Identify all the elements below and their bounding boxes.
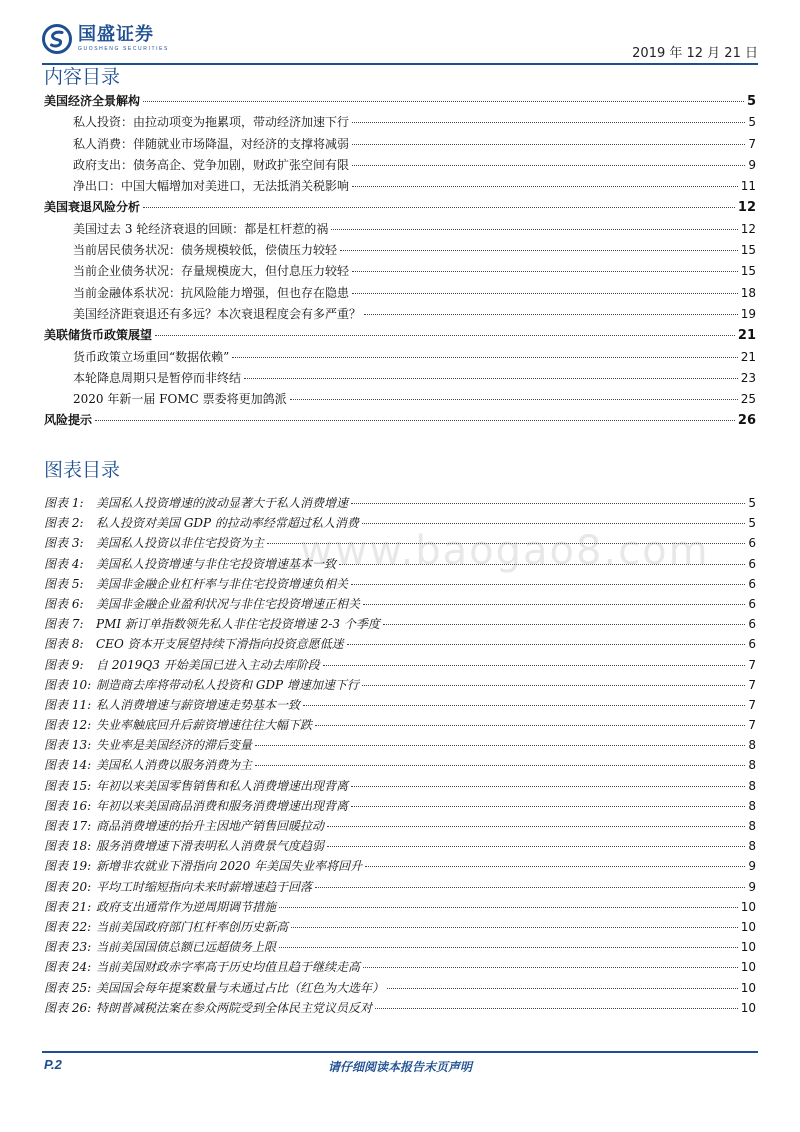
figure-page-number: 8 bbox=[748, 798, 756, 813]
figures-title: 图表目录 bbox=[44, 459, 121, 481]
dot-leader bbox=[279, 947, 738, 948]
toc-subsection-link[interactable] bbox=[44, 348, 756, 369]
toc-subsection-link[interactable] bbox=[44, 135, 756, 156]
figure-caption: 美国私人消费以服务消费为主 bbox=[96, 758, 253, 773]
toc-section-link[interactable] bbox=[44, 411, 756, 432]
figure-label: 图表 8: bbox=[44, 637, 84, 652]
dot-leader bbox=[331, 229, 737, 230]
figure-page-number: 7 bbox=[748, 657, 756, 672]
header-divider bbox=[42, 63, 758, 65]
figure-caption: 美国私人投资增速与非住宅投资增速基本一致 bbox=[96, 556, 337, 571]
toc-section-link[interactable] bbox=[44, 92, 756, 113]
dot-leader bbox=[352, 122, 745, 123]
toc-page-number: 12 bbox=[740, 221, 756, 236]
dot-leader bbox=[303, 705, 745, 706]
figure-page-number: 9 bbox=[748, 859, 756, 874]
toc-page-number: 5 bbox=[748, 115, 756, 130]
dot-leader bbox=[352, 293, 738, 294]
dot-leader bbox=[351, 584, 745, 585]
toc-entry-text: 政府支出：债务高企、党争加剧，财政扩张空间有限 bbox=[73, 157, 350, 172]
figure-caption: 美国国会每年提案数量与未通过占比（红色为大选年） bbox=[96, 980, 385, 995]
toc-page-number: 12 bbox=[737, 200, 756, 216]
figure-list-link[interactable] bbox=[44, 898, 756, 918]
figure-list-link[interactable] bbox=[44, 696, 756, 716]
figure-list-link[interactable] bbox=[44, 878, 756, 898]
dot-leader bbox=[352, 271, 738, 272]
figure-page-number: 10 bbox=[740, 940, 756, 955]
toc-page-number: 25 bbox=[740, 392, 756, 407]
figure-page-number: 9 bbox=[748, 879, 756, 894]
toc-subsection-link[interactable] bbox=[44, 113, 756, 134]
dot-leader bbox=[315, 887, 745, 888]
dot-leader bbox=[290, 399, 738, 400]
figure-page-number: 10 bbox=[740, 919, 756, 934]
figure-caption: 当前美国财政赤字率高于历史均值且趋于继续走高 bbox=[96, 960, 361, 975]
dot-leader bbox=[351, 806, 745, 807]
toc-entry-text: 私人投资：由拉动项变为拖累项，带动经济加速下行 bbox=[73, 115, 350, 130]
toc-subsection-link[interactable] bbox=[44, 305, 756, 326]
dot-leader bbox=[387, 988, 738, 989]
figure-list-link[interactable] bbox=[44, 756, 756, 776]
dot-leader bbox=[291, 927, 738, 928]
figure-label: 图表 25: bbox=[44, 980, 92, 995]
toc-entry-text: 当前金融体系状况：抗风险能力增强，但也存在隐患 bbox=[73, 285, 350, 300]
contents-title: 内容目录 bbox=[44, 66, 121, 88]
figure-list-link[interactable] bbox=[44, 777, 756, 797]
figure-caption: 特朗普减税法案在参众两院受到全体民主党议员反对 bbox=[96, 1000, 373, 1015]
figure-caption: 平均工时缩短指向未来时薪增速趋于回落 bbox=[96, 879, 313, 894]
figure-page-number: 6 bbox=[748, 576, 756, 591]
dot-leader bbox=[375, 1008, 738, 1009]
figure-label: 图表 1: bbox=[44, 496, 84, 510]
toc-subsection-link[interactable] bbox=[44, 369, 756, 390]
figure-label: 图表 21: bbox=[44, 899, 92, 914]
footer-disclaimer: 请仔细阅读本报告末页声明 bbox=[327, 1060, 472, 1074]
figure-list-link[interactable] bbox=[44, 979, 756, 999]
figure-label: 图表 24: bbox=[44, 960, 92, 975]
figure-page-number: 5 bbox=[748, 516, 756, 531]
figure-page-number: 8 bbox=[748, 839, 756, 854]
figure-page-number: 7 bbox=[748, 677, 756, 692]
figure-caption: 政府支出通常作为逆周期调节措施 bbox=[96, 899, 277, 914]
figure-label: 图表 13: bbox=[44, 738, 92, 753]
dot-leader bbox=[315, 725, 745, 726]
figure-list-link[interactable] bbox=[44, 999, 756, 1019]
figure-list-link[interactable] bbox=[44, 837, 756, 857]
figure-caption: CEO 资本开支展望持续下滑指向投资意愿低迷 bbox=[96, 637, 344, 652]
company-logo bbox=[42, 24, 169, 54]
figure-list-link[interactable] bbox=[44, 615, 756, 635]
figure-page-number: 7 bbox=[748, 697, 756, 712]
figure-page-number: 8 bbox=[748, 738, 756, 753]
figure-list-link[interactable] bbox=[44, 938, 756, 958]
figure-caption: 私人投资对美国 GDP 的拉动率经常超过私人消费 bbox=[96, 516, 359, 531]
figure-label: 图表 18: bbox=[44, 839, 92, 854]
dot-leader bbox=[363, 967, 738, 968]
dot-leader bbox=[362, 685, 745, 686]
dot-leader bbox=[362, 523, 745, 524]
figure-label: 图表 22: bbox=[44, 919, 92, 934]
toc-subsection-link[interactable] bbox=[44, 220, 756, 241]
dot-leader bbox=[143, 101, 744, 102]
toc-page-number: 5 bbox=[746, 94, 756, 109]
logo-chinese-name: 国盛证券 bbox=[78, 24, 154, 45]
dot-leader bbox=[351, 786, 745, 787]
figure-list-link[interactable] bbox=[44, 494, 756, 514]
toc-subsection-link[interactable] bbox=[44, 262, 756, 283]
figure-page-number: 10 bbox=[740, 960, 756, 975]
figure-caption: 美国私人投资以非住宅投资为主 bbox=[96, 536, 265, 551]
figure-label: 图表 2: bbox=[44, 516, 84, 531]
figure-list-link[interactable] bbox=[44, 716, 756, 736]
dot-leader bbox=[279, 907, 738, 908]
page-number: P.2 bbox=[44, 1057, 62, 1072]
figure-page-number: 10 bbox=[740, 899, 756, 914]
figure-label: 图表 19: bbox=[44, 859, 92, 874]
figure-list-link[interactable] bbox=[44, 736, 756, 756]
figure-page-number: 7 bbox=[748, 718, 756, 733]
figure-page-number: 10 bbox=[740, 1000, 756, 1015]
toc-page-number: 15 bbox=[740, 264, 756, 279]
figure-caption: 年初以来美国零售销售和私人消费增速出现背离 bbox=[96, 778, 349, 793]
figure-label: 图表 3: bbox=[44, 536, 84, 551]
toc-page-number: 11 bbox=[740, 179, 756, 194]
dot-leader bbox=[352, 144, 745, 145]
toc-page-number: 19 bbox=[740, 306, 756, 321]
toc-entry-text: 2020 年新一届 FOMC 票委将更加鸽派 bbox=[73, 392, 287, 407]
toc-page-number: 21 bbox=[737, 328, 756, 344]
toc-page-number: 23 bbox=[740, 370, 756, 385]
figure-label: 图表 5: bbox=[44, 576, 84, 591]
figure-list-link[interactable] bbox=[44, 797, 756, 817]
dot-leader bbox=[363, 604, 745, 605]
figure-label: 图表 6: bbox=[44, 596, 84, 611]
figure-page-number: 8 bbox=[748, 778, 756, 793]
toc-entry-text: 当前企业债务状况：存量规模庞大，但付息压力较轻 bbox=[73, 264, 350, 279]
guosheng-logo-icon bbox=[42, 24, 72, 54]
dot-leader bbox=[347, 644, 746, 645]
dot-leader bbox=[155, 335, 735, 336]
figure-list-link[interactable] bbox=[44, 918, 756, 938]
figure-label: 图表 16: bbox=[44, 798, 92, 813]
toc-entry-text: 美联储货币政策展望 bbox=[44, 328, 153, 343]
figure-caption: 服务消费增速下滑表明私人消费景气度趋弱 bbox=[96, 839, 325, 854]
figure-label: 图表 20: bbox=[44, 879, 92, 894]
toc-entry-text: 美国衰退风险分析 bbox=[44, 200, 141, 215]
figure-caption: 私人消费增速与薪资增速走势基本一致 bbox=[96, 697, 301, 712]
table-of-contents bbox=[44, 92, 756, 433]
figure-page-number: 6 bbox=[748, 536, 756, 551]
figure-page-number: 6 bbox=[748, 637, 756, 652]
dot-leader bbox=[383, 624, 745, 625]
toc-subsection-link[interactable] bbox=[44, 241, 756, 262]
figure-label: 图表 15: bbox=[44, 778, 92, 793]
toc-page-number: 9 bbox=[748, 157, 756, 172]
toc-page-number: 15 bbox=[740, 243, 756, 258]
figure-caption: 自 2019Q3 开始美国已进入主动去库阶段 bbox=[96, 657, 320, 672]
figure-list-link[interactable] bbox=[44, 595, 756, 615]
figure-label: 图表 12: bbox=[44, 718, 92, 733]
footer-divider bbox=[42, 1051, 758, 1053]
figure-list-link[interactable] bbox=[44, 817, 756, 837]
dot-leader bbox=[143, 207, 735, 208]
toc-entry-text: 货币政策立场重回“数据依赖” bbox=[73, 349, 230, 364]
figure-list-link[interactable] bbox=[44, 958, 756, 978]
figure-page-number: 6 bbox=[748, 617, 756, 632]
toc-entry-text: 美国经济距衰退还有多远？本次衰退程度会有多严重？ bbox=[73, 306, 362, 321]
dot-leader bbox=[351, 503, 745, 504]
toc-entry-text: 私人消费：伴随就业市场降温，对经济的支撑将减弱 bbox=[73, 136, 350, 151]
figure-caption: PMI 新订单指数领先私人非住宅投资增速 2-3 个季度 bbox=[96, 617, 380, 632]
figure-list-link[interactable] bbox=[44, 635, 756, 655]
toc-subsection-link[interactable] bbox=[44, 177, 756, 198]
logo-english-name: GUOSHENG SECURITIES bbox=[78, 46, 169, 52]
figure-page-number: 6 bbox=[748, 596, 756, 611]
toc-page-number: 7 bbox=[748, 136, 756, 151]
toc-page-number: 26 bbox=[737, 413, 756, 429]
toc-subsection-link[interactable] bbox=[44, 390, 756, 411]
figure-caption: 当前美国政府部门杠杆率创历史新高 bbox=[96, 919, 289, 934]
dot-leader bbox=[232, 357, 737, 358]
toc-entry-text: 净出口：中国大幅增加对美进口，无法抵消关税影响 bbox=[73, 179, 350, 194]
dot-leader bbox=[327, 826, 745, 827]
figure-list-link[interactable] bbox=[44, 575, 756, 595]
page-header bbox=[42, 20, 758, 62]
toc-entry-text: 当前居民债务状况：债务规模较低，偿债压力较轻 bbox=[73, 243, 338, 258]
report-date: 2019 年 12 月 21 日 bbox=[632, 46, 758, 61]
dot-leader bbox=[327, 846, 745, 847]
toc-entry-text: 本轮降息周期只是暂停而非终结 bbox=[73, 370, 242, 385]
dot-leader bbox=[255, 765, 745, 766]
figure-page-number: 10 bbox=[740, 980, 756, 995]
figure-caption: 当前美国国债总额已远超债务上限 bbox=[96, 940, 277, 955]
toc-entry-text: 美国经济全景解构 bbox=[44, 94, 141, 108]
dot-leader bbox=[244, 378, 738, 379]
dot-leader bbox=[95, 420, 735, 421]
figure-label: 图表 9: bbox=[44, 657, 84, 672]
dot-leader bbox=[255, 745, 745, 746]
figure-list-link[interactable] bbox=[44, 676, 756, 696]
watermark: www.baogao8.com bbox=[300, 528, 710, 574]
figure-label: 图表 10: bbox=[44, 677, 92, 692]
figure-caption: 美国非金融企业杠杆率与非住宅投资增速负相关 bbox=[96, 576, 349, 591]
toc-subsection-link[interactable] bbox=[44, 156, 756, 177]
figure-label: 图表 17: bbox=[44, 819, 92, 833]
figure-list-link[interactable] bbox=[44, 857, 756, 877]
figure-caption: 失业率是美国经济的滞后变量 bbox=[96, 738, 253, 753]
dot-leader bbox=[340, 250, 738, 251]
toc-page-number: 21 bbox=[740, 349, 756, 364]
figure-caption: 商品消费增速的抬升主因地产销售回暖拉动 bbox=[96, 819, 325, 833]
toc-section-link[interactable] bbox=[44, 198, 756, 219]
figure-page-number: 6 bbox=[748, 556, 756, 571]
toc-entry-text: 美国过去 3 轮经济衰退的回顾：都是杠杆惹的祸 bbox=[73, 221, 329, 236]
dot-leader bbox=[365, 866, 745, 867]
dot-leader bbox=[352, 186, 738, 187]
figure-label: 图表 23: bbox=[44, 940, 92, 955]
figure-label: 图表 14: bbox=[44, 758, 92, 773]
figure-caption: 美国私人投资增速的波动显著大于私人消费增速 bbox=[96, 496, 349, 510]
dot-leader bbox=[352, 165, 745, 166]
figure-page-number: 5 bbox=[748, 496, 756, 510]
figure-page-number: 8 bbox=[748, 758, 756, 773]
figure-caption: 新增非农就业下滑指向 2020 年美国失业率将回升 bbox=[96, 859, 363, 874]
figure-page-number: 8 bbox=[748, 819, 756, 833]
figure-caption: 失业率触底回升后薪资增速往往大幅下跌 bbox=[96, 718, 313, 733]
toc-subsection-link[interactable] bbox=[44, 284, 756, 305]
figure-caption: 美国非金融企业盈利状况与非住宅投资增速正相关 bbox=[96, 596, 361, 611]
dot-leader bbox=[364, 314, 738, 315]
figure-caption: 制造商去库将带动私人投资和 GDP 增速加速下行 bbox=[96, 677, 359, 692]
toc-section-link[interactable] bbox=[44, 326, 756, 347]
toc-page-number: 18 bbox=[740, 285, 756, 300]
figure-label: 图表 11: bbox=[44, 697, 92, 712]
figure-label: 图表 26: bbox=[44, 1000, 92, 1015]
dot-leader bbox=[323, 665, 746, 666]
figure-label: 图表 4: bbox=[44, 556, 84, 571]
figure-list-link[interactable] bbox=[44, 656, 756, 676]
figure-label: 图表 7: bbox=[44, 617, 84, 632]
figure-caption: 年初以来美国商品消费和服务消费增速出现背离 bbox=[96, 798, 349, 813]
toc-entry-text: 风险提示 bbox=[44, 413, 93, 428]
